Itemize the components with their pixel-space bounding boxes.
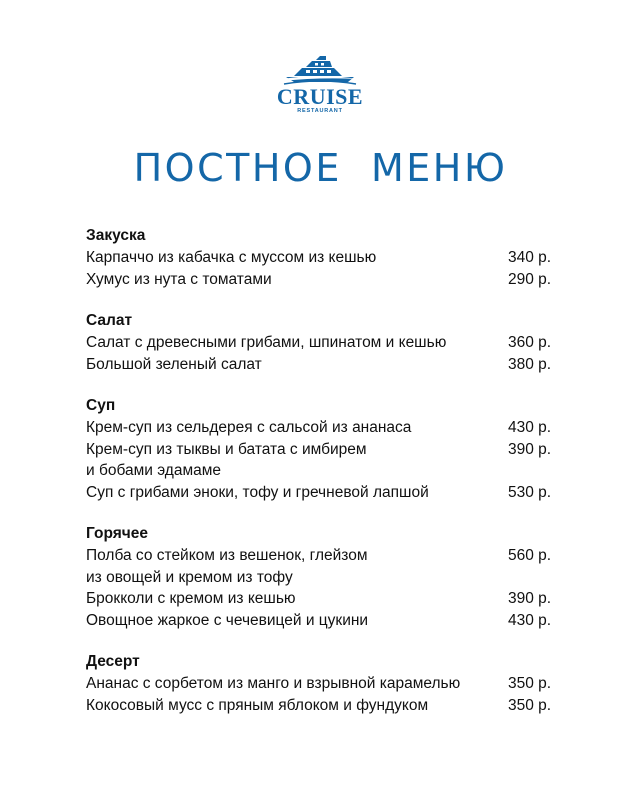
- section-title: Салат: [86, 312, 133, 329]
- item-price: 560 р.: [508, 547, 552, 564]
- section-title: Суп: [86, 397, 116, 414]
- item-name: Крем-суп из сельдерея с сальсой из ананаса: [86, 419, 412, 436]
- item-name: Большой зеленый салат: [86, 355, 262, 373]
- menu-section-salad: [86, 310, 566, 375]
- item-name: Суп с грибами эноки, тофу и гречневой лапшой: [86, 483, 429, 501]
- item-name: Ананас с сорбетом из манго и взрывной карамелью: [86, 675, 461, 692]
- menu-item: [86, 610, 566, 632]
- item-name: Салат с древесными грибами, шпинатом и кешью: [86, 334, 447, 351]
- item-price: 340 р.: [508, 249, 552, 266]
- menu-title: ПОСТНОЕ МЕНЮ: [133, 146, 508, 190]
- logo-name: CRUISE: [276, 84, 364, 109]
- menu-section-soup: [86, 395, 566, 503]
- item-price: 390 р.: [508, 440, 552, 458]
- menu-item: [86, 354, 566, 376]
- menu-item: [86, 247, 566, 269]
- item-name: Брокколи с кремом из кешью: [86, 590, 296, 607]
- menu-item: [86, 439, 566, 482]
- menu-item: [86, 482, 566, 504]
- section-title: Десерт: [86, 653, 140, 670]
- item-name: Крем-суп из тыквы и батата с имбирем и бобами эдамаме: [86, 440, 367, 479]
- item-name: Карпаччо из кабачка с муссом из кешью: [86, 249, 377, 266]
- item-price: 360 р.: [508, 334, 552, 351]
- item-price: 380 р.: [508, 355, 552, 373]
- item-name: Овощное жаркое с чечевицей и цукини: [86, 611, 369, 629]
- menu-item: [86, 673, 566, 695]
- menu-item: [86, 588, 566, 610]
- menu-section-appetizer: [86, 225, 566, 290]
- item-price: 350 р.: [508, 675, 552, 692]
- menu-item: [86, 417, 566, 439]
- menu-section-dessert: [86, 651, 566, 716]
- menu-item: [86, 269, 566, 291]
- section-title: Горячее: [86, 525, 149, 542]
- restaurant-logo: [270, 55, 370, 115]
- item-price: 350 р.: [508, 696, 552, 714]
- logo-subtitle: RESTAURANT: [297, 108, 343, 114]
- item-price: 430 р.: [508, 611, 552, 629]
- item-price: 290 р.: [508, 270, 552, 288]
- menu-section-main: [86, 523, 566, 631]
- ship-icon: [280, 55, 360, 85]
- item-price: 530 р.: [508, 483, 552, 501]
- menu-item: [86, 332, 566, 354]
- item-name: Кокосовый мусс с пряным яблоком и фундуком: [86, 696, 429, 714]
- menu-item: [86, 545, 566, 588]
- item-name: Полба со стейком из вешенок, глейзом из овощей и кремом из тофу: [86, 547, 368, 586]
- section-title: Закуска: [86, 227, 146, 244]
- item-price: 430 р.: [508, 419, 552, 436]
- menu-list: [86, 225, 566, 736]
- item-price: 390 р.: [508, 590, 552, 607]
- item-name: Хумус из нута с томатами: [86, 270, 272, 288]
- menu-item: [86, 695, 566, 717]
